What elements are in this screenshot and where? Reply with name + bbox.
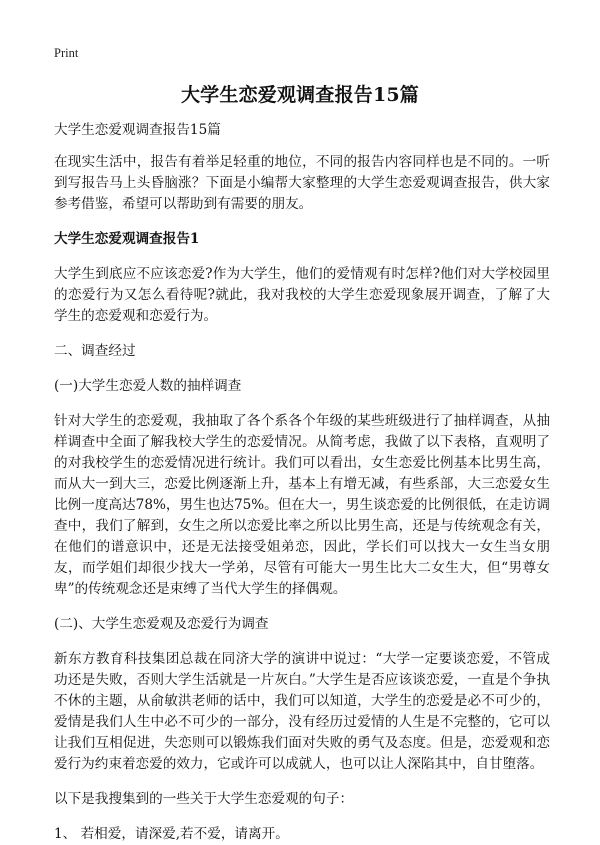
body-paragraph-3: 新东方教育科技集团总裁在同济大学的演讲中说过：“大学一定要谈恋爱，不管成功还是失败，否则大学生活就是一片灰白。”大学生是否应该谈恋爱，一直是个争执不休的主题，从俞敏洪老师的话中，我们可以知道，大学生的恋爱是必不可少的，爱情是我们人生中必不可少的一部分，没有经历过爱情的人生是不完整的，它可以让我们互相促进，失恋则可以锻炼我们面对失败的勇气及态度。但是，恋爱观和恋爱行为约束着恋爱的效力，它或许可以成就人，也可以让人深陷其中，自甘堕落。 <box>54 651 550 772</box>
section-title: 大学生恋爱观调查报告1 <box>54 231 200 247</box>
body-paragraph-2: 针对大学生的恋爱观，我抽取了各个系各个年级的某些班级进行了抽样调查，从抽样调查中全面了解我校大学生的恋爱情况。从简考虑，我做了以下表格，直观明了的对我校学生的恋爱情况进行统计。我们可以看出，女生恋爱比例基本比男生高，而从大一到大三，恋爱比例逐渐上升，基本上有增无减，有些系部，大三恋爱女生比例一度高达78%，男生也达75%。但在大一，男生谈恋爱的比例很低，在走访调查中，我们了解到，女生之所以恋爱比率之所以比男生高，还是与传统观念有关，在他们的谱意识中，还是无法接受姐弟恋，因此，学长们可以找大一女生当女朋友，而学姐们却很少找大一学弟，尽管有可能大一男生比大二女生大，但“男尊女卑”的传统观念还是束缚了当代大学生的择偶观。 <box>54 413 550 597</box>
heading-love-view-survey: (二)、大学生恋爱观及恋爱行为调查 <box>54 616 269 632</box>
body-paragraph-4: 以下是我搜集到的一些关于大学生恋爱观的句子： <box>54 791 354 807</box>
intro-paragraph: 在现实生活中，报告有着举足轻重的地位，不同的报告内容同样也是不同的。一听到写报告马上头昏脑涨？下面是小编帮大家整理的大学生恋爱观调查报告，供大家参考借鉴，希望可以帮助到有需要的朋友。 <box>54 154 550 212</box>
list-item: 1、 若相爱，请深爱,若不爱，请离开。 <box>54 826 289 842</box>
heading-investigation-process: 二、调查经过 <box>54 343 136 359</box>
body-paragraph-1: 大学生到底应不应该恋爱?作为大学生，他们的爱情观有时怎样?他们对大学校园里的恋爱行为又怎么看待呢?就此，我对我校的大学生恋爱现象展开调查，了解了大学生的恋爱观和恋爱行为。 <box>54 266 550 324</box>
document-body <box>54 120 550 845</box>
document-subtitle: 大学生恋爱观调查报告15篇 <box>54 122 221 138</box>
print-link[interactable]: Print <box>54 46 79 60</box>
heading-sampling-survey: (一)大学生恋爱人数的抽样调查 <box>54 378 242 394</box>
document-title: 大学生恋爱观调查报告15篇 <box>180 84 420 106</box>
